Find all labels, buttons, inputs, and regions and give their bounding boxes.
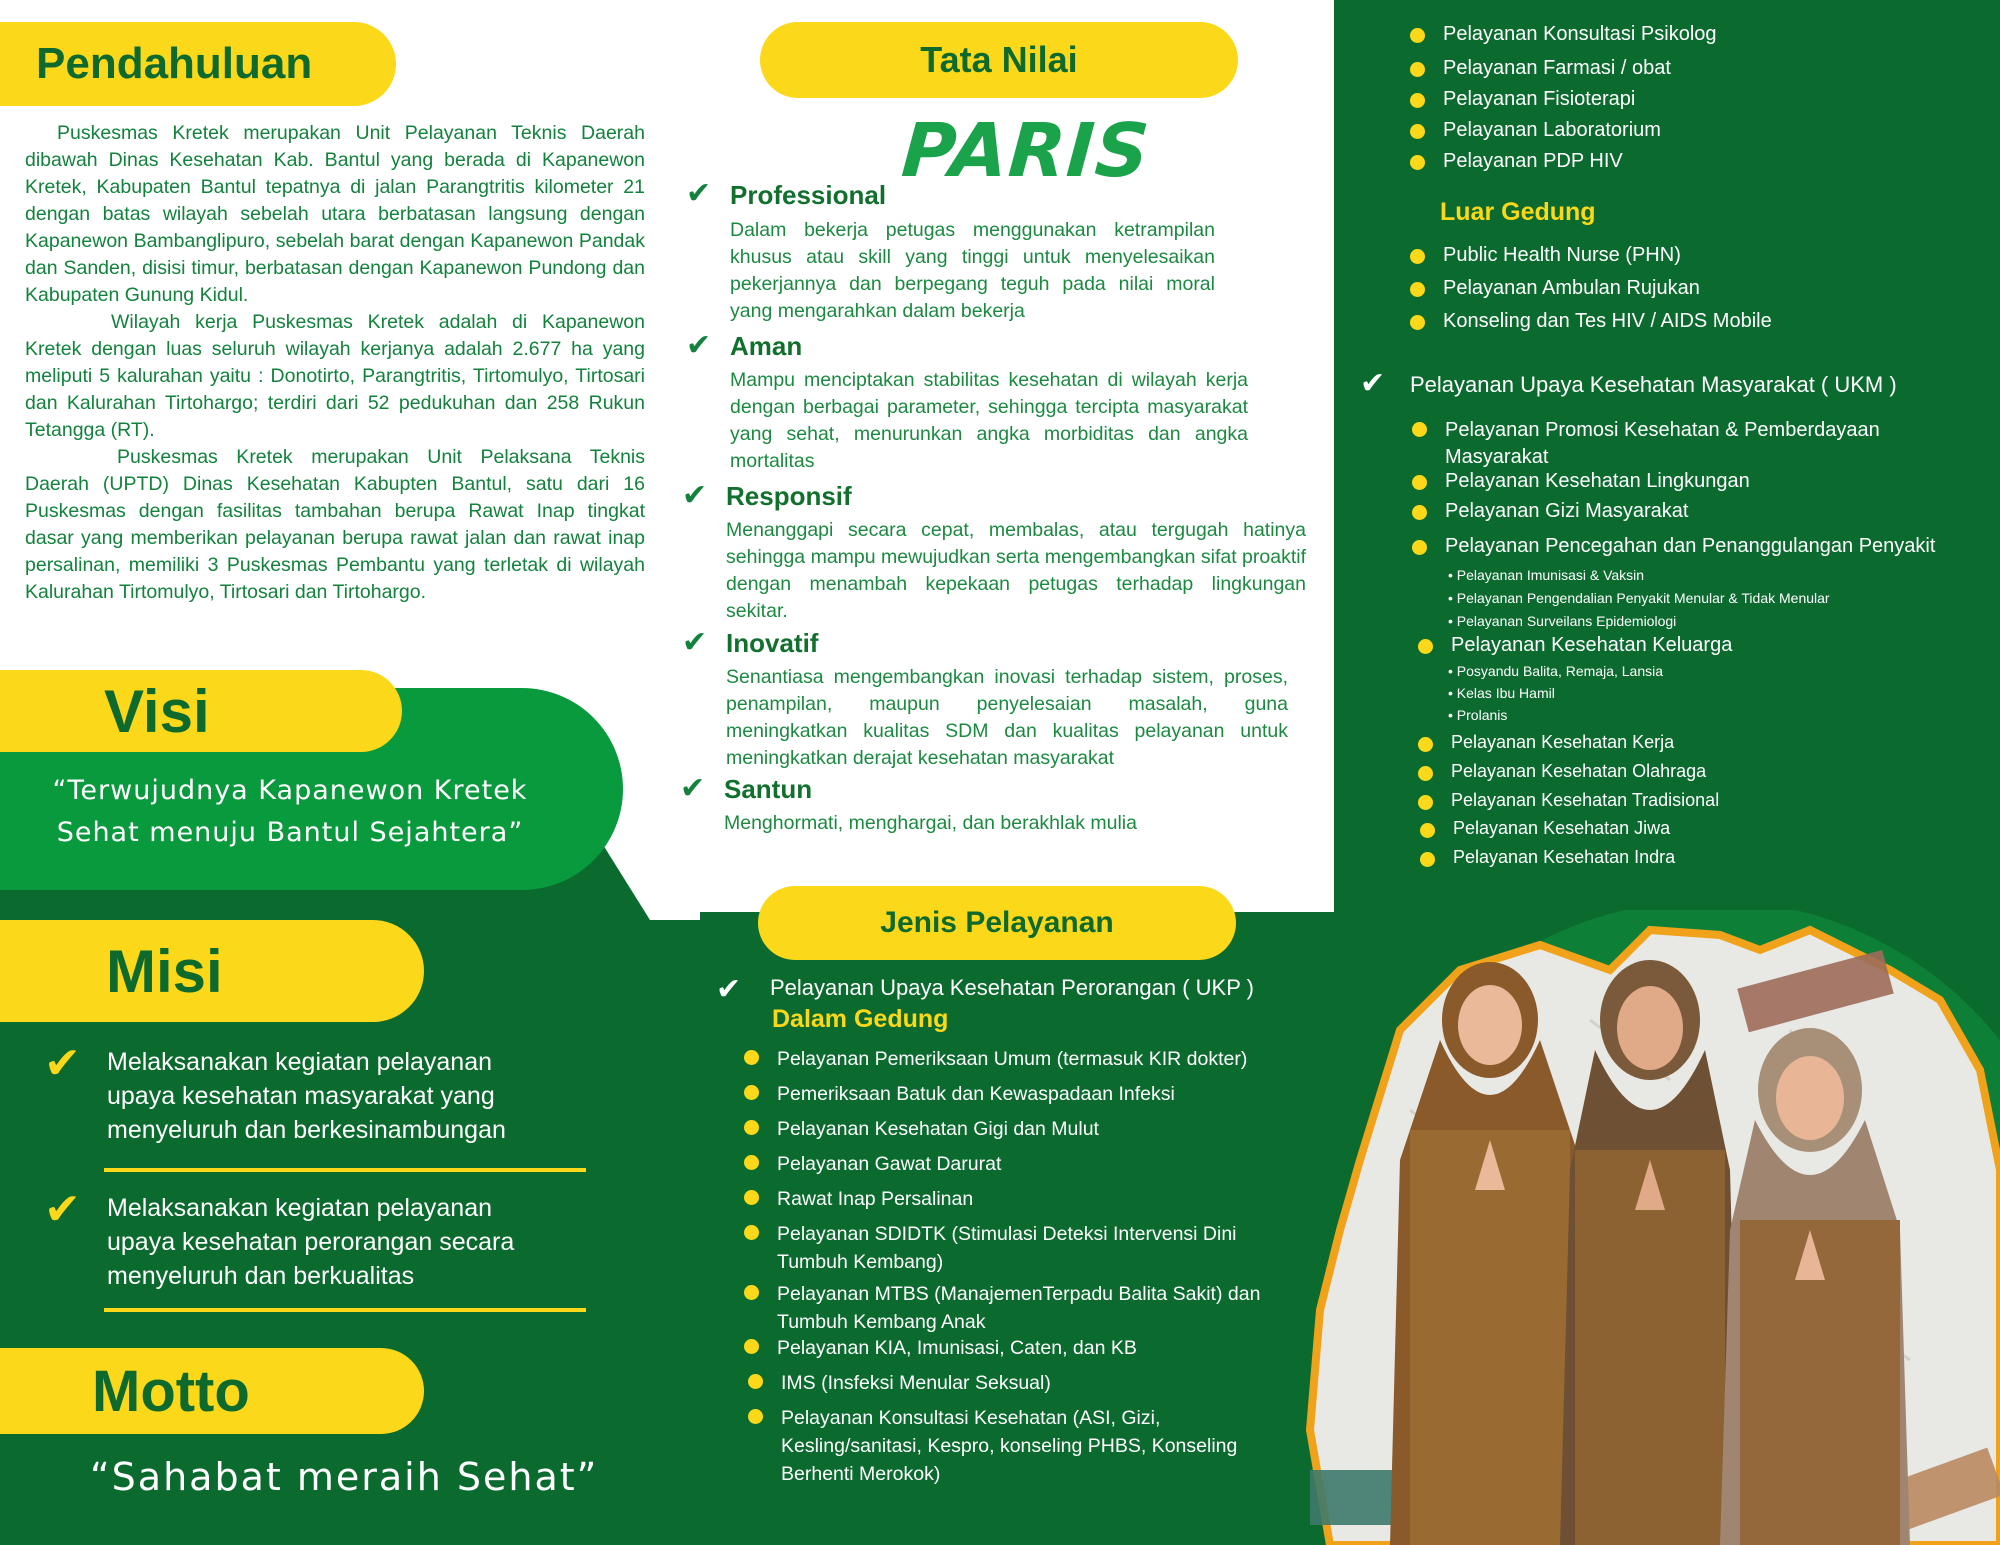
list-item (1412, 470, 1750, 493)
misi-item-2 (107, 1191, 587, 1293)
value-desc-aman: Mampu menciptakan stabilitas kesehatan di wilayah kerja dengan berbagai parameter, sehingga tercipta masyarakat yang sehat, menurunkan angka morbiditas dan angka mortalitas (730, 369, 1248, 472)
bullet-dot-icon (1410, 155, 1425, 170)
misi-item-2-line-3: menyeluruh dan berkualitas (107, 1262, 415, 1290)
tata-nilai-header (760, 22, 1238, 98)
motto-header (0, 1348, 424, 1434)
list-item-label: Pelayanan Farmasi / obat (1443, 57, 1671, 79)
list-item-label: Pelayanan Kesehatan Gigi dan Mulut (777, 1118, 1099, 1140)
misi-divider-1 (104, 1168, 586, 1172)
misi-check-icon-2: ✔ (44, 1185, 81, 1234)
list-item-label: Pelayanan Kesehatan Jiwa (1453, 818, 1671, 838)
list-item (1418, 634, 1732, 657)
pendahuluan-text (25, 120, 645, 606)
misi-item-2-line-2: upaya kesehatan perorangan secara (107, 1228, 515, 1256)
list-item (1410, 150, 1623, 173)
list-item (1418, 732, 1674, 753)
dalam-gedung-title: Dalam Gedung (772, 1005, 949, 1033)
bullet-dot-icon (748, 1374, 763, 1389)
list-item-label: Pelayanan Kesehatan Kerja (1451, 732, 1675, 752)
list-item-label: Pelayanan Pencegahan dan Penanggulangan Penyakit (1445, 535, 1936, 557)
bullet-dot-icon (744, 1225, 759, 1240)
list-item (744, 1150, 1304, 1178)
ukm-title: Pelayanan Upaya Kesehatan Masyarakat ( UKM ) (1410, 372, 1897, 397)
value-title-aman: Aman (730, 331, 803, 361)
list-item (1412, 500, 1688, 523)
misi-header (0, 920, 424, 1022)
list-item-label: Pelayanan Kesehatan Indra (1453, 847, 1676, 867)
bullet-dot-icon (744, 1190, 759, 1205)
list-item (748, 1369, 1308, 1397)
list-item (1410, 23, 1717, 46)
list-item (1410, 244, 1681, 267)
list-item (1410, 88, 1635, 111)
list-item-label: Pelayanan Gizi Masyarakat (1445, 500, 1689, 522)
list-item-label: Pelayanan KIA, Imunisasi, Caten, dan KB (777, 1337, 1137, 1359)
list-item (744, 1280, 1284, 1336)
list-item-label: Pelayanan Kesehatan Keluarga (1451, 634, 1733, 656)
list-item (1410, 310, 1772, 333)
list-item (1410, 119, 1661, 142)
list-item (1412, 535, 1935, 558)
list-item-label: Pelayanan Konsultasi Psikolog (1443, 23, 1717, 45)
bullet-dot-icon (744, 1085, 759, 1100)
ukm-check-icon: ✔ (1360, 367, 1386, 400)
misi-title: Misi (106, 937, 223, 1005)
sub-item: • Pelayanan Surveilans Epidemiologi (1448, 613, 1677, 629)
list-item-label: Pelayanan Promosi Kesehatan & Pemberdayaan Masyarakat (1445, 419, 1880, 468)
motto-title: Motto (92, 1358, 250, 1424)
list-item-label: Pelayanan MTBS (ManajemenTerpadu Balita Sakit) dan Tumbuh Kembang Anak (777, 1283, 1261, 1333)
misi-item-1-line-1: Melaksanakan kegiatan pelayanan (107, 1048, 492, 1076)
check-icon-santun: ✔ (680, 772, 706, 805)
sub-item: • Posyandu Balita, Remaja, Lansia (1448, 663, 1664, 679)
bullet-dot-icon (1418, 639, 1433, 654)
bullet-dot-icon (1412, 505, 1427, 520)
motto-text: “Sahabat meraih Sehat” (90, 1455, 599, 1499)
list-item (744, 1185, 1304, 1213)
staff-photo-illustration (1290, 910, 2000, 1545)
misi-check-icon-1: ✔ (44, 1039, 81, 1088)
bullet-dot-icon (1412, 540, 1427, 555)
list-item (1418, 790, 1719, 811)
list-item-label: IMS (Insfeksi Menular Seksual) (781, 1372, 1051, 1394)
list-item (744, 1115, 1304, 1143)
bullet-dot-icon (1410, 93, 1425, 108)
pendahuluan-header (0, 22, 396, 106)
bullet-dot-icon (744, 1050, 759, 1065)
jenis-pelayanan-header (758, 886, 1236, 960)
value-title-santun: Santun (724, 774, 813, 804)
list-item-label: Pelayanan Kesehatan Olahraga (1451, 761, 1707, 781)
sub-item: • Kelas Ibu Hamil (1448, 685, 1555, 701)
jenis-pelayanan-title: Jenis Pelayanan (880, 906, 1114, 939)
list-item (1412, 417, 1932, 471)
value-desc-inovatif: Senantiasa mengembangkan inovasi terhadap sistem, proses, penampilan, maupun penyelesaian masalah, guna meningkatkan kualitas SDM dan kualitas pelayanan untuk meningkatkan derajat kesehatan masyarakat (726, 666, 1288, 769)
value-desc-santun: Menghormati, menghargai, dan berakhlak mulia (724, 812, 1137, 834)
bullet-dot-icon (1410, 282, 1425, 297)
luar-gedung-title: Luar Gedung (1440, 198, 1596, 226)
pendahuluan-p1: Puskesmas Kretek merupakan Unit Pelayanan Teknis Daerah dibawah Dinas Kesehatan Kab. Bantul yang berada di Kapanewon Kretek, Kabupaten Bantul tepatnya di jalan Parangtritis kilometer 21 dengan batas wilayah sebelah utara berbatasan langsung dengan Kapanewon Bambanglipuro, sebelah barat dengan Kapanewon Pandak dan Sanden, disisi timur, berbatasan dengan Kapanewon Pundong dan Kabupaten Gunung Kidul. (25, 122, 645, 306)
ukp-title: Pelayanan Upaya Kesehatan Perorangan ( UKP ) (770, 975, 1254, 1000)
ukp-check-icon: ✔ (716, 973, 742, 1006)
check-icon-inovatif: ✔ (682, 626, 708, 659)
bullet-dot-icon (1410, 249, 1425, 264)
bullet-dot-icon (744, 1120, 759, 1135)
pendahuluan-title: Pendahuluan (36, 39, 313, 88)
bullet-dot-icon (1410, 124, 1425, 139)
list-item-label: Pelayanan Ambulan Rujukan (1443, 277, 1700, 299)
list-item-label: Pemeriksaan Batuk dan Kewaspadaan Infeksi (777, 1083, 1175, 1105)
value-desc-professional: Dalam bekerja petugas menggunakan ketrampilan khusus atau skill yang tinggi untuk menyelesaikan pekerjannya dan berpegang teguh pada nilai moral yang mengarahkan dalam bekerja (730, 219, 1215, 322)
misi-item-1 (107, 1045, 587, 1147)
sub-item: • Pelayanan Imunisasi & Vaksin (1448, 567, 1645, 583)
misi-item-1-line-3: menyeluruh dan berkesinambungan (107, 1116, 506, 1144)
list-item-label: Pelayanan Gawat Darurat (777, 1153, 1002, 1175)
bullet-dot-icon (744, 1339, 759, 1354)
visi-line-1: “Terwujudnya Kapanewon Kretek (52, 775, 528, 806)
list-item-label: Rawat Inap Persalinan (777, 1188, 974, 1210)
bullet-dot-icon (1410, 315, 1425, 330)
bullet-dot-icon (1420, 823, 1435, 838)
check-icon-aman: ✔ (686, 329, 712, 362)
pendahuluan-p2: Wilayah kerja Puskesmas Kretek adalah di Kapanewon Kretek dengan luas seluruh wilayah kerjanya adalah 2.677 ha yang meliputi 5 kalurahan yaitu : Donotirto, Parangtritis, Tirtomulyo, Tirtosari dan Kalurahan Tirtohargo; terdiri dari 52 pedukuhan dan 258 Rukun Tetangga (RT). (25, 311, 645, 441)
list-item-label: Pelayanan Konsultasi Kesehatan (ASI, Gizi, Kesling/sanitasi, Kespro, konseling PHBS, Konseling Berhenti Merokok) (781, 1407, 1238, 1485)
list-item-label: Pelayanan Pemeriksaan Umum (termasuk KIR dokter) (777, 1048, 1248, 1070)
list-item (744, 1220, 1304, 1276)
bullet-dot-icon (1418, 737, 1433, 752)
sub-item: • Pelayanan Pengendalian Penyakit Menular & Tidak Menular (1448, 590, 1830, 606)
list-item-label: Pelayanan PDP HIV (1443, 150, 1623, 172)
bullet-dot-icon (1410, 28, 1425, 43)
list-item (1420, 847, 1675, 868)
list-item (1410, 277, 1700, 300)
misi-divider-2 (104, 1308, 586, 1312)
list-item (1420, 818, 1670, 839)
list-item (1410, 57, 1671, 80)
bullet-dot-icon (1412, 422, 1427, 437)
bullet-dot-icon (744, 1285, 759, 1300)
list-item (744, 1334, 1304, 1362)
bullet-dot-icon (1412, 475, 1427, 490)
bullet-dot-icon (1410, 62, 1425, 77)
list-item-label: Public Health Nurse (PHN) (1443, 244, 1681, 266)
list-item (748, 1404, 1268, 1488)
bullet-dot-icon (1418, 766, 1433, 781)
list-item (1418, 761, 1706, 782)
list-item-label: Pelayanan Kesehatan Lingkungan (1445, 470, 1750, 492)
bullet-dot-icon (748, 1409, 763, 1424)
list-item-label: Pelayanan Kesehatan Tradisional (1451, 790, 1720, 810)
check-icon-professional: ✔ (686, 177, 712, 210)
sub-item: • Prolanis (1448, 707, 1508, 723)
list-item-label: Pelayanan Fisioterapi (1443, 88, 1636, 110)
visi-title: Visi (104, 677, 210, 745)
bullet-dot-icon (1418, 795, 1433, 810)
list-item-label: Pelayanan Laboratorium (1443, 119, 1661, 141)
list-item-label: Konseling dan Tes HIV / AIDS Mobile (1443, 310, 1772, 332)
list-item-label: Pelayanan SDIDTK (Stimulasi Deteksi Intervensi Dini Tumbuh Kembang) (777, 1223, 1237, 1273)
visi-header (0, 670, 402, 752)
value-title-inovatif: Inovatif (726, 628, 819, 658)
list-item (744, 1080, 1304, 1108)
pendahuluan-p3: Puskesmas Kretek merupakan Unit Pelaksana Teknis Daerah (UPTD) Dinas Kesehatan Kabupten Bantul, satu dari 16 Puskesmas dengan fasilitas tambahan berupa Rawat Inap tingkat dasar yang memberikan pelayanan berupa rawat jalan dan rawat inap persalinan, memiliki 3 Puskesmas Pembantu yang terletak di wilayah Kalurahan Tirtomulyo, Tirtosari dan Tirtohargo. (25, 446, 645, 603)
tata-nilai-title: Tata Nilai (920, 39, 1078, 80)
misi-item-1-line-2: upaya kesehatan masyarakat yang (107, 1082, 495, 1110)
list-item (744, 1045, 1304, 1073)
visi-line-2: Sehat menuju Bantul Sejahtera” (56, 817, 524, 848)
bullet-dot-icon (744, 1155, 759, 1170)
value-title-responsif: Responsif (726, 481, 852, 511)
check-icon-responsif: ✔ (682, 479, 708, 512)
paris-logo: PARIS (898, 108, 1153, 194)
bullet-dot-icon (1420, 852, 1435, 867)
misi-item-2-line-1: Melaksanakan kegiatan pelayanan (107, 1194, 492, 1222)
value-title-professional: Professional (730, 180, 887, 210)
visi-statement (40, 770, 540, 854)
value-desc-responsif: Menanggapi secara cepat, membalas, atau tergugah hatinya sehingga mampu mewujudkan serta mengembangkan sifat proaktif dengan menambah kepekaan petugas terhadap lingkungan sekitar. (726, 519, 1306, 622)
